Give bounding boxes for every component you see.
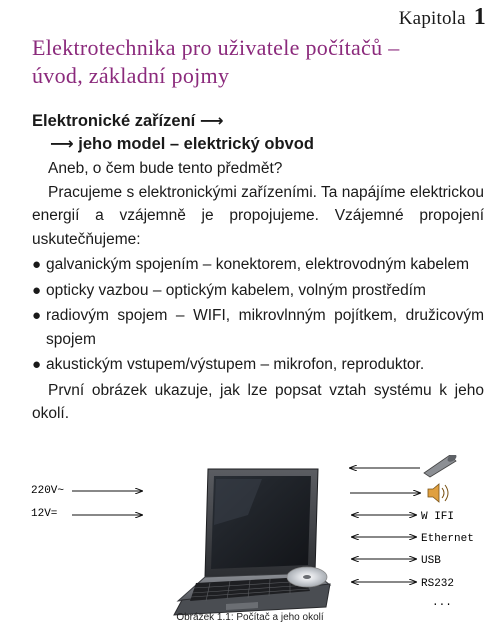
speaker-icon xyxy=(428,484,448,502)
paragraph-2: První obrázek ukazuje, jak lze popsat vztah systému k jeho okolí. xyxy=(32,381,484,422)
chapter-title-line2: úvod, základní pojmy xyxy=(32,63,230,88)
power-label-220v: 220V~ xyxy=(31,485,65,497)
label-more: ... xyxy=(432,597,452,609)
label-ethernet: Ethernet xyxy=(421,533,474,545)
chapter-number: 1 xyxy=(473,4,486,30)
bullet-icon: ● xyxy=(32,281,42,299)
section-heading xyxy=(32,110,492,156)
bullet-list xyxy=(32,253,484,377)
body-text xyxy=(32,157,484,426)
list-item: ● radiovým spojem – WIFI, mikrovlnným pojítkem, družicovým spojem xyxy=(32,304,484,351)
section-heading-line1: Elektronické zařízení ⟶ xyxy=(32,112,224,130)
section-heading-line2: ⟶ jeho model – elektrický obvod xyxy=(50,135,314,153)
list-item: ● galvanickým spojením – konektorem, elektrovodným kabelem xyxy=(32,253,484,277)
label-wifi: W IFI xyxy=(421,511,455,523)
chapter-title-line1: Elektrotechnika pro uživatele počítačů – xyxy=(32,35,400,60)
intro-paragraph: Aneb, o čem bude tento předmět? xyxy=(48,160,283,177)
power-label-12v: 12V= xyxy=(31,508,58,520)
bullet-icon: ● xyxy=(32,356,42,373)
chapter-title xyxy=(32,34,492,90)
microphone-icon xyxy=(424,455,458,477)
figure-computer-environment xyxy=(0,455,500,625)
list-item: ● opticky vazbou – optickým kabelem, volným prostředím xyxy=(32,279,484,303)
bullet-icon: ● xyxy=(32,256,42,273)
paragraph-1: Pracujeme s elektronickými zařízeními. Ta napájíme elektrickou energií a vzájemně je propojujeme. Vzájemné propojení uskutečňujeme: xyxy=(32,183,484,248)
label-rs232: RS232 xyxy=(421,578,455,590)
bullet-icon: ● xyxy=(32,307,42,324)
label-usb: USB xyxy=(421,555,441,567)
chapter-label: Kapitola xyxy=(398,8,466,29)
figure-caption: Obrázek 1.1: Počítač a jeho okolí xyxy=(176,612,324,623)
list-item: ● akustickým vstupem/výstupem – mikrofon, reproduktor. xyxy=(32,353,484,377)
laptop-illustration xyxy=(174,469,330,615)
chapter-header xyxy=(399,4,486,31)
